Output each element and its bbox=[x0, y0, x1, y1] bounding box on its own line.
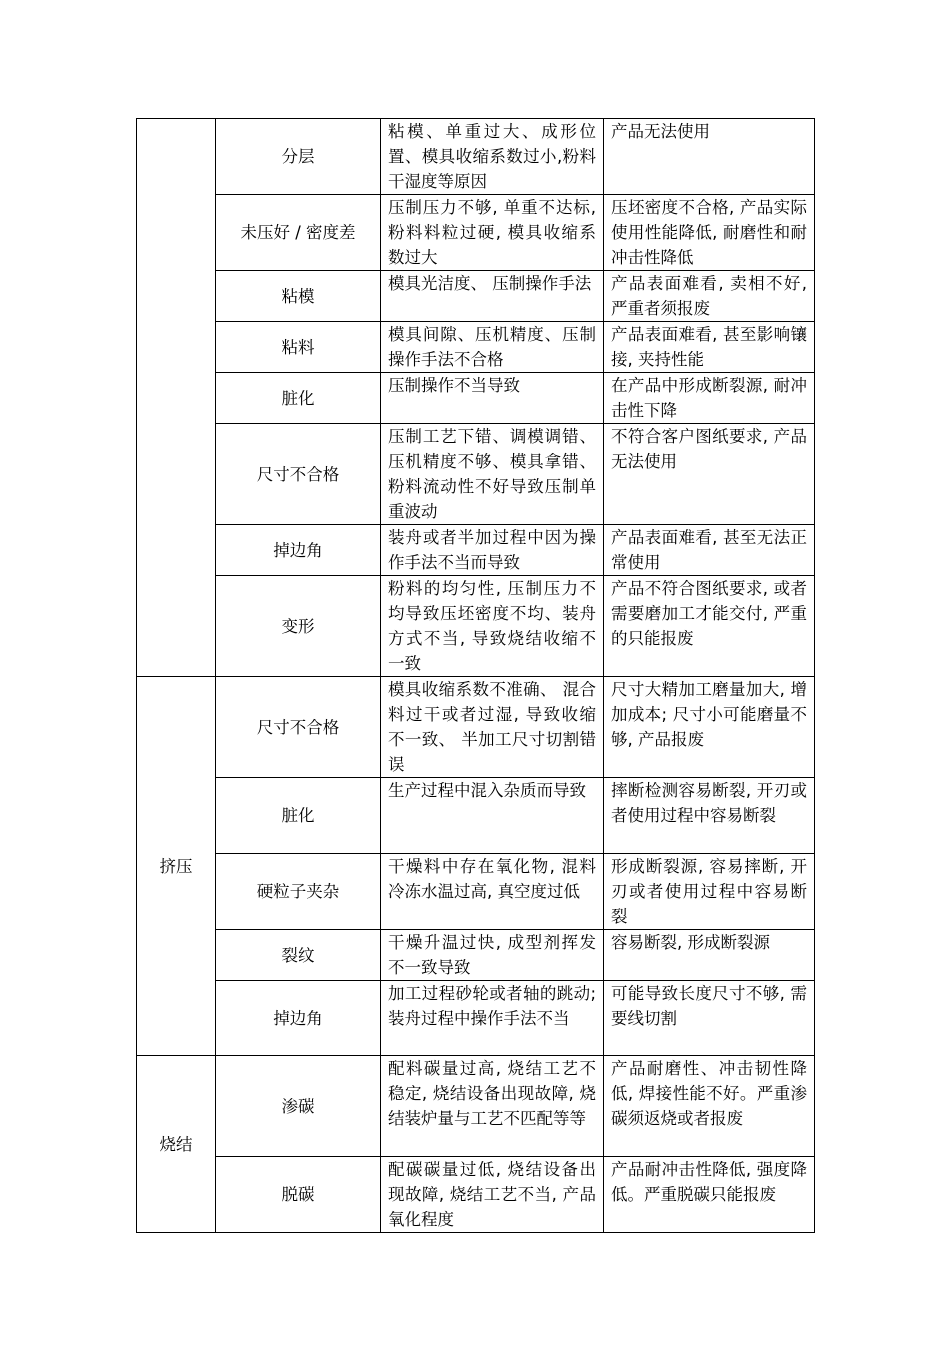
defect-cell: 粘模 bbox=[216, 271, 381, 322]
effect-cell: 不符合客户图纸要求, 产品无法使用 bbox=[604, 424, 815, 525]
table-row bbox=[137, 677, 815, 778]
table-row bbox=[137, 195, 815, 271]
table-row bbox=[137, 854, 815, 930]
defect-cell: 脏化 bbox=[216, 373, 381, 424]
effect-cell: 形成断裂源, 容易摔断, 开刃或者使用过程中容易断裂 bbox=[604, 854, 815, 930]
effect-cell: 尺寸大精加工磨量加大, 增加成本; 尺寸小可能磨量不够, 产品报废 bbox=[604, 677, 815, 778]
table-row bbox=[137, 930, 815, 981]
defect-cell: 尺寸不合格 bbox=[216, 677, 381, 778]
cause-cell: 模具间隙、压机精度、压制操作手法不合格 bbox=[381, 322, 604, 373]
defect-cell: 脏化 bbox=[216, 778, 381, 854]
cause-cell: 装舟或者半加过程中因为操作手法不当而导致 bbox=[381, 525, 604, 576]
process-cell: 烧结 bbox=[137, 1056, 216, 1233]
defect-cell: 未压好 / 密度差 bbox=[216, 195, 381, 271]
table-row bbox=[137, 1056, 815, 1157]
cause-cell: 干燥料中存在氧化物, 混料冷冻水温过高, 真空度过低 bbox=[381, 854, 604, 930]
table-row bbox=[137, 1157, 815, 1233]
effect-cell: 在产品中形成断裂源, 耐冲击性下降 bbox=[604, 373, 815, 424]
defect-table bbox=[136, 118, 815, 1233]
defect-cell: 变形 bbox=[216, 576, 381, 677]
effect-cell: 可能导致长度尺寸不够, 需要线切割 bbox=[604, 981, 815, 1056]
cause-cell: 加工过程砂轮或者轴的跳动; 装舟过程中操作手法不当 bbox=[381, 981, 604, 1056]
table-row bbox=[137, 424, 815, 525]
table-row bbox=[137, 525, 815, 576]
effect-cell: 产品不符合图纸要求, 或者需要磨加工才能交付, 严重的只能报废 bbox=[604, 576, 815, 677]
effect-cell: 产品表面难看, 卖相不好, 严重者须报废 bbox=[604, 271, 815, 322]
table-row bbox=[137, 119, 815, 195]
cause-cell: 粘模、单重过大、成形位置、模具收缩系数过小,粉料干湿度等原因 bbox=[381, 119, 604, 195]
table-row bbox=[137, 373, 815, 424]
effect-cell: 摔断检测容易断裂, 开刃或者使用过程中容易断裂 bbox=[604, 778, 815, 854]
table-row bbox=[137, 271, 815, 322]
cause-cell: 压制操作不当导致 bbox=[381, 373, 604, 424]
table-row bbox=[137, 981, 815, 1056]
defect-cell: 渗碳 bbox=[216, 1056, 381, 1157]
effect-cell: 压坯密度不合格, 产品实际使用性能降低, 耐磨性和耐冲击性降低 bbox=[604, 195, 815, 271]
process-cell bbox=[137, 119, 216, 677]
effect-cell: 产品表面难看, 甚至影响镶接, 夹持性能 bbox=[604, 322, 815, 373]
process-cell: 挤压 bbox=[137, 677, 216, 1056]
table-row bbox=[137, 576, 815, 677]
defect-cell: 掉边角 bbox=[216, 981, 381, 1056]
cause-cell: 粉料的均匀性, 压制压力不均导致压坯密度不均、装舟方式不当, 导致烧结收缩不一致 bbox=[381, 576, 604, 677]
effect-cell: 容易断裂, 形成断裂源 bbox=[604, 930, 815, 981]
cause-cell: 模具光洁度、 压制操作手法 bbox=[381, 271, 604, 322]
effect-cell: 产品耐磨性、冲击韧性降低, 焊接性能不好。严重渗碳须返烧或者报废 bbox=[604, 1056, 815, 1157]
effect-cell: 产品耐冲击性降低, 强度降低。严重脱碳只能报废 bbox=[604, 1157, 815, 1233]
defect-cell: 脱碳 bbox=[216, 1157, 381, 1233]
effect-cell: 产品表面难看, 甚至无法正常使用 bbox=[604, 525, 815, 576]
table-row bbox=[137, 778, 815, 854]
defect-cell: 裂纹 bbox=[216, 930, 381, 981]
cause-cell: 干燥升温过快, 成型剂挥发不一致导致 bbox=[381, 930, 604, 981]
cause-cell: 模具收缩系数不准确、 混合料过干或者过湿, 导致收缩不一致、 半加工尺寸切割错误 bbox=[381, 677, 604, 778]
defect-cell: 硬粒子夹杂 bbox=[216, 854, 381, 930]
effect-cell: 产品无法使用 bbox=[604, 119, 815, 195]
defect-cell: 掉边角 bbox=[216, 525, 381, 576]
cause-cell: 配碳碳量过低, 烧结设备出现故障, 烧结工艺不当, 产品氧化程度 bbox=[381, 1157, 604, 1233]
defect-cell: 尺寸不合格 bbox=[216, 424, 381, 525]
table-row bbox=[137, 322, 815, 373]
defect-cell: 分层 bbox=[216, 119, 381, 195]
defect-cell: 粘料 bbox=[216, 322, 381, 373]
cause-cell: 生产过程中混入杂质而导致 bbox=[381, 778, 604, 854]
cause-cell: 压制工艺下错、调模调错、压机精度不够、模具拿错、粉料流动性不好导致压制单重波动 bbox=[381, 424, 604, 525]
cause-cell: 压制压力不够, 单重不达标, 粉料料粒过硬, 模具收缩系数过大 bbox=[381, 195, 604, 271]
cause-cell: 配料碳量过高, 烧结工艺不稳定, 烧结设备出现故障, 烧结装炉量与工艺不匹配等等 bbox=[381, 1056, 604, 1157]
